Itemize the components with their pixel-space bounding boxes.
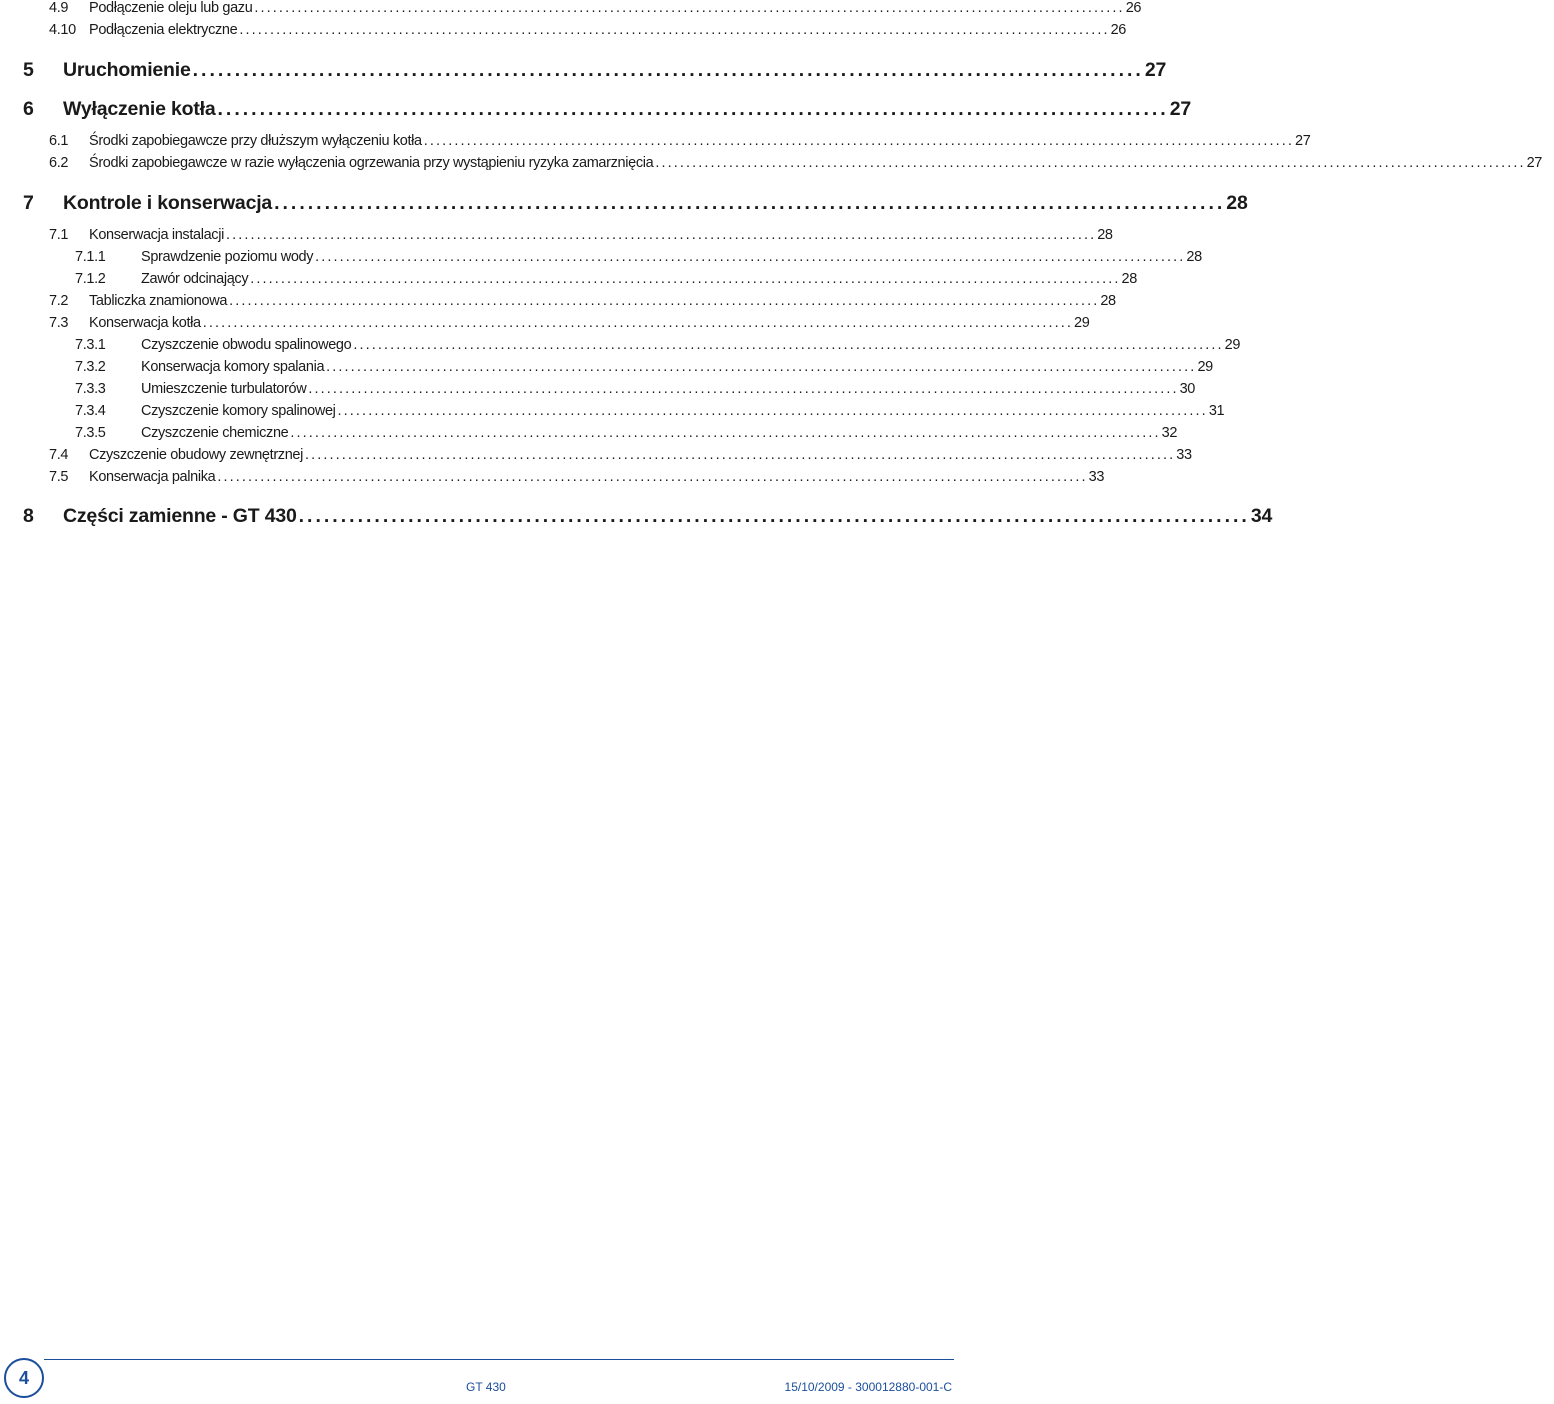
toc-entry[interactable] bbox=[0, 249, 1202, 265]
toc-leader: .............................................................................................................................................. bbox=[337, 403, 1208, 419]
toc-entry-page: 28 bbox=[1100, 293, 1116, 309]
toc-chapter-number: 5 bbox=[23, 59, 34, 81]
toc-leader: .............................................................................................................................................. bbox=[225, 227, 1097, 243]
toc-entry-title: Konserwacja komory spalania bbox=[141, 359, 325, 375]
toc-leader: ................................................................................................................. bbox=[192, 59, 1144, 81]
page-footer bbox=[0, 1358, 960, 1404]
toc-entry[interactable] bbox=[0, 227, 1113, 243]
toc-chapter-number: 6 bbox=[23, 98, 34, 120]
toc-entry[interactable] bbox=[0, 337, 1241, 353]
toc-entry-page: 26 bbox=[1110, 22, 1127, 38]
toc-entry[interactable] bbox=[0, 293, 1116, 309]
toc-entry-title: Czyszczenie komory spalinowej bbox=[141, 403, 336, 419]
toc-leader: .............................................................................................................................................. bbox=[315, 249, 1186, 265]
toc-chapter-title: Uruchomienie bbox=[63, 59, 191, 81]
toc-chapter-number: 8 bbox=[23, 505, 34, 527]
toc-leader: .............................................................................................................................................. bbox=[326, 359, 1197, 375]
toc-chapter-title: Części zamienne - GT 430 bbox=[63, 505, 297, 527]
toc-entry-page: 26 bbox=[1125, 0, 1142, 16]
toc-chapter-page: 27 bbox=[1169, 98, 1192, 120]
toc-entry-page: 29 bbox=[1197, 359, 1213, 375]
toc-entry-title: Konserwacja kotła bbox=[89, 315, 201, 331]
toc-leader: .............................................................................................................................................. bbox=[423, 133, 1294, 149]
toc-entry[interactable] bbox=[0, 425, 1178, 441]
toc-entry-title: Konserwacja palnika bbox=[89, 469, 216, 485]
toc-entry-number: 7.3.3 bbox=[75, 381, 106, 397]
toc-chapter-title: Wyłączenie kotła bbox=[63, 98, 216, 120]
toc-entry-title: Czyszczenie obwodu spalinowego bbox=[141, 337, 352, 353]
toc-entry-title: Czyszczenie chemiczne bbox=[141, 425, 289, 441]
toc-entry-title: Środki zapobiegawcze przy dłuższym wyłączeniu kotła bbox=[89, 133, 422, 149]
toc-entry[interactable] bbox=[0, 0, 1142, 16]
toc-chapter-page: 27 bbox=[1144, 59, 1167, 81]
toc-entry-number: 7.1.2 bbox=[75, 271, 106, 287]
footer-rule bbox=[44, 1359, 954, 1360]
toc-leader: ................................................................................................................. bbox=[217, 98, 1169, 120]
toc-entry-number: 7.3.1 bbox=[75, 337, 106, 353]
toc-entry[interactable] bbox=[0, 315, 1090, 331]
toc-chapter[interactable] bbox=[0, 192, 1248, 215]
toc-entry-page: 28 bbox=[1097, 227, 1113, 243]
toc-entry-page: 31 bbox=[1208, 403, 1225, 419]
toc-entry-number: 4.9 bbox=[49, 0, 69, 16]
toc-entry-page: 29 bbox=[1224, 337, 1241, 353]
toc-chapter-number: 7 bbox=[23, 192, 34, 214]
toc-entry[interactable] bbox=[0, 271, 1137, 287]
toc-entry-page: 33 bbox=[1088, 469, 1105, 485]
page-number-badge: 4 bbox=[4, 1358, 44, 1398]
toc-leader: ................................................................................................................. bbox=[298, 505, 1250, 527]
toc-entry-page: 28 bbox=[1121, 271, 1137, 287]
toc-leader: ................................................................................................................. bbox=[274, 192, 1226, 214]
toc-entry-title: Czyszczenie obudowy zewnętrznej bbox=[89, 447, 304, 463]
toc-entry-number: 6.1 bbox=[49, 133, 69, 149]
toc-chapter[interactable] bbox=[0, 59, 1167, 82]
toc-entry-title: Zawór odcinający bbox=[141, 271, 249, 287]
toc-entry[interactable] bbox=[0, 469, 1105, 485]
toc-entry-number: 6.2 bbox=[49, 155, 69, 171]
toc-leader: .............................................................................................................................................. bbox=[655, 155, 1526, 171]
toc-entry-page: 27 bbox=[1295, 133, 1311, 149]
toc-entry-number: 7.1 bbox=[49, 227, 69, 243]
toc-entry-title: Podłączenie oleju lub gazu bbox=[89, 0, 253, 16]
toc-leader: .............................................................................................................................................. bbox=[305, 447, 1176, 463]
toc-entry-page: 32 bbox=[1161, 425, 1178, 441]
toc-leader: .............................................................................................................................................. bbox=[353, 337, 1224, 353]
toc-entry[interactable] bbox=[0, 403, 1225, 419]
footer-document-name: GT 430 bbox=[466, 1380, 506, 1394]
toc-leader: .............................................................................................................................................. bbox=[202, 315, 1073, 331]
toc-entry[interactable] bbox=[0, 155, 1543, 171]
toc-chapter-page: 28 bbox=[1226, 192, 1248, 214]
toc-entry-number: 7.3.2 bbox=[75, 359, 106, 375]
toc-entry[interactable] bbox=[0, 381, 1196, 397]
toc-entry[interactable] bbox=[0, 447, 1192, 463]
toc-entry-number: 7.5 bbox=[49, 469, 69, 485]
toc-entry-title: Tabliczka znamionowa bbox=[89, 293, 228, 309]
toc-chapter[interactable] bbox=[0, 505, 1273, 528]
footer-reference: 15/10/2009 - 300012880-001-C bbox=[784, 1380, 952, 1394]
toc-entry-page: 33 bbox=[1176, 447, 1192, 463]
toc-chapter-page: 34 bbox=[1250, 505, 1273, 527]
toc-entry-title: Środki zapobiegawcze w razie wyłączenia ogrzewania przy wystąpieniu ryzyka zamarznięcia bbox=[89, 155, 654, 171]
toc-entry[interactable] bbox=[0, 359, 1213, 375]
toc-entry-number: 7.3 bbox=[49, 315, 69, 331]
toc-entry-number: 7.4 bbox=[49, 447, 69, 463]
toc-entry-page: 28 bbox=[1186, 249, 1202, 265]
toc-leader: .............................................................................................................................................. bbox=[308, 381, 1179, 397]
toc-entry-number: 7.3.4 bbox=[75, 403, 106, 419]
toc-entry-title: Konserwacja instalacji bbox=[89, 227, 224, 243]
toc-entry-page: 29 bbox=[1074, 315, 1090, 331]
toc-entry-title: Umieszczenie turbulatorów bbox=[141, 381, 307, 397]
toc-chapter[interactable] bbox=[0, 98, 1192, 121]
toc-entry[interactable] bbox=[0, 133, 1311, 149]
toc-leader: .............................................................................................................................................. bbox=[217, 469, 1088, 485]
toc-chapter-title: Kontrole i konserwacja bbox=[63, 192, 273, 214]
toc-entry[interactable] bbox=[0, 22, 1127, 38]
toc-leader: .............................................................................................................................................. bbox=[254, 0, 1125, 16]
toc-entry-number: 7.3.5 bbox=[75, 425, 106, 441]
toc-entry-title: Podłączenia elektryczne bbox=[89, 22, 238, 38]
toc-leader: .............................................................................................................................................. bbox=[290, 425, 1161, 441]
toc-entry-page: 27 bbox=[1526, 155, 1543, 171]
toc-entry-number: 7.2 bbox=[49, 293, 69, 309]
toc-entry-number: 4.10 bbox=[49, 22, 76, 38]
toc-entry-title: Sprawdzenie poziomu wody bbox=[141, 249, 314, 265]
toc-leader: .............................................................................................................................................. bbox=[250, 271, 1121, 287]
toc-leader: .............................................................................................................................................. bbox=[239, 22, 1110, 38]
toc-leader: .............................................................................................................................................. bbox=[229, 293, 1100, 309]
toc-entry-number: 7.1.1 bbox=[75, 249, 106, 265]
toc-entry-page: 30 bbox=[1179, 381, 1196, 397]
